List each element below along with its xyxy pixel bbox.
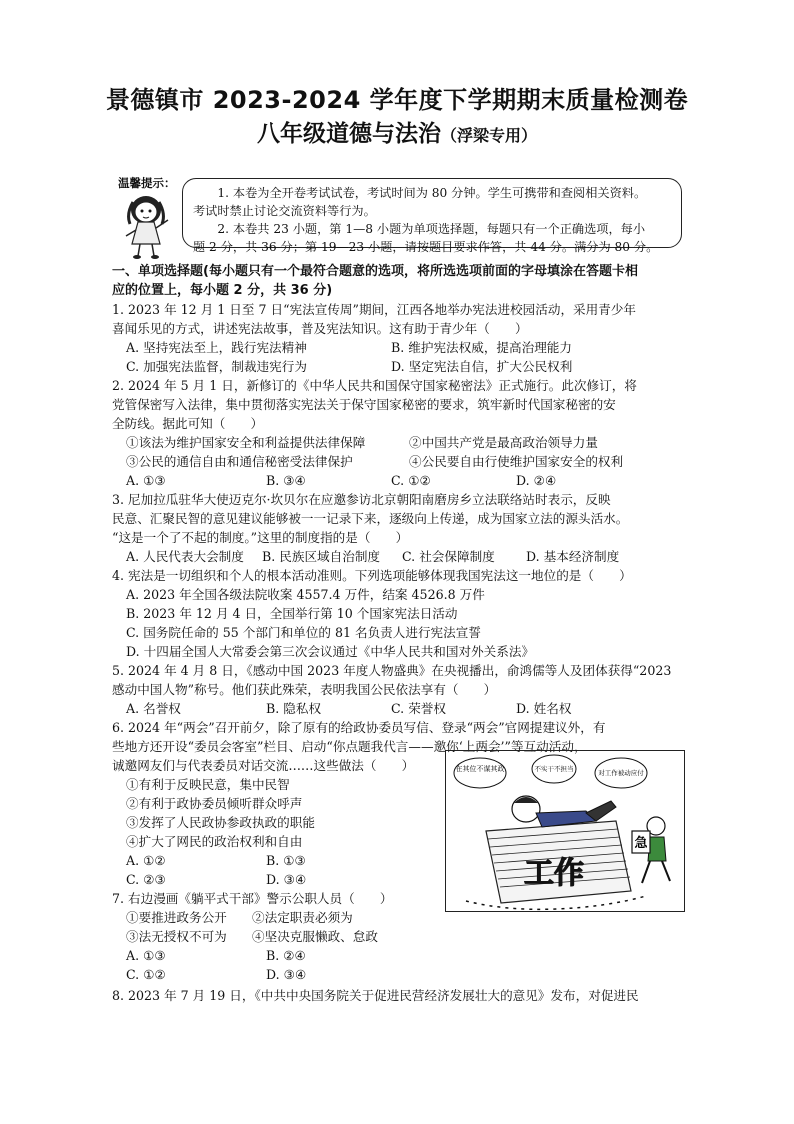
statement-row bbox=[112, 452, 706, 471]
bubble-text-1: 在其位不谋其政 bbox=[455, 765, 505, 773]
exam-title: 景德镇市 2023-2024 学年度下学期期末质量检测卷 bbox=[105, 86, 689, 114]
option: C. ①② bbox=[126, 967, 166, 982]
urgent-tag: 急 bbox=[634, 836, 648, 851]
option: A. 人民代表大会制度 bbox=[126, 549, 244, 564]
option: A. 坚持宪法至上，践行宪法精神 bbox=[126, 340, 307, 355]
option: D. 姓名权 bbox=[516, 701, 572, 716]
statement: ②中国共产党是最高政治领导力量 bbox=[409, 435, 598, 450]
option: B. ③④ bbox=[266, 473, 306, 488]
option-row bbox=[112, 338, 706, 357]
option: A. ①③ bbox=[126, 473, 166, 488]
option: C. ①② bbox=[391, 473, 431, 488]
option: C. 加强宪法监督，制裁违宪行为 bbox=[126, 359, 307, 374]
statement-row bbox=[112, 927, 706, 946]
question-text: 些地方还开设“委员会客室”栏目、启动“你点题我代言——邀你‘上两会’”等互动活动， bbox=[112, 739, 587, 754]
bubble-text-2: 不实干不担当 bbox=[534, 765, 574, 773]
option: A. 名誉权 bbox=[126, 701, 181, 716]
question-text: 党管保密写入法律，集中贯彻落实宪法关于保守国家秘密的要求，筑牢新时代国家秘密的安 bbox=[112, 397, 616, 412]
question-text: “这是一个了不起的制度。”这里的制度指的是（ ） bbox=[112, 530, 409, 545]
option: C. 荣誉权 bbox=[391, 701, 446, 716]
option: D. 坚定宪法自信，扩大公民权利 bbox=[391, 359, 573, 374]
statement: ③法无授权不可为 bbox=[126, 929, 227, 944]
question-text: 感动中国人物”称号。他们获此殊荣，表明我国公民依法享有（ ） bbox=[112, 682, 497, 697]
option: D. 十四届全国人大常委会第三次会议通过《中华人民共和国对外关系法》 bbox=[126, 644, 535, 659]
option: D. ③④ bbox=[266, 872, 307, 887]
question-text: 全防线。据此可知（ ） bbox=[112, 416, 264, 431]
question-text: 5. 2024 年 4 月 8 日，《感动中国 2023 年度人物盛典》在央视播出，俞鸿儒等人及团体获得“2023 bbox=[112, 663, 672, 678]
option-row bbox=[112, 357, 706, 376]
question-text: 8. 2023 年 7 月 19 日，《中共中央国务院关于促进民营经济发展壮大的意见》发布，对促进民 bbox=[112, 988, 639, 1003]
option: B. 2023 年 12 月 4 日，全国举行第 10 个国家宪法日活动 bbox=[126, 606, 458, 621]
option: A. ①② bbox=[126, 853, 166, 868]
cartoon-drawing bbox=[446, 751, 685, 912]
tips-line: 2. 本卷共 23 小题，第 1—8 小题为单项选择题，每题只有一个正确选项，每小 bbox=[217, 222, 646, 236]
pile-label: 工作 bbox=[524, 856, 584, 891]
option: D. 基本经济制度 bbox=[526, 549, 620, 564]
option: B. 民族区域自治制度 bbox=[262, 549, 381, 564]
exam-subtitle bbox=[0, 115, 794, 148]
option: C. 社会保障制度 bbox=[402, 549, 495, 564]
question-text: 4. 宪法是一切组织和个人的根本活动准则。下列选项能够体现我国宪法这一地位的是（ ） bbox=[112, 568, 632, 583]
statement-row bbox=[112, 433, 706, 452]
statement: ②有利于政协委员倾听群众呼声 bbox=[126, 796, 303, 811]
subject-title: 八年级道德与法治 bbox=[256, 121, 441, 147]
section-heading: 一、单项选择题(每小题只有一个最符合题意的选项，将所选选项前面的字母填涂在答题卡相 bbox=[112, 264, 638, 279]
option: B. 维护宪法权威，提高治理能力 bbox=[391, 340, 572, 355]
option-row bbox=[112, 471, 706, 490]
tips-line: 题 2 分，共 36 分；第 19—23 小题，请按题目要求作答，共 44 分。满分为 80 分。 bbox=[193, 240, 659, 254]
option: D. ②④ bbox=[516, 473, 557, 488]
question-text: 民意、汇聚民智的意见建议能够被一一记录下来，逐级向上传递，成为国家立法的源头活水。 bbox=[112, 511, 629, 526]
question-text: 7. 右边漫画《躺平式干部》警示公职人员（ ） bbox=[112, 891, 393, 906]
statement: ③发挥了人民政协参政执政的职能 bbox=[126, 815, 315, 830]
question-text: 6. 2024 年“两会”召开前夕，除了原有的给政协委员写信、登录“两会”官网提建议外，有 bbox=[112, 720, 606, 735]
option: B. 隐私权 bbox=[266, 701, 322, 716]
option-row bbox=[112, 699, 706, 718]
statement: ④公民要自由行使维护国家安全的权利 bbox=[409, 454, 624, 469]
question-text: 3. 尼加拉瓜驻华大使迈克尔·坎贝尔在应邀参访北京朝阳南磨房乡立法联络站时表示，反映 bbox=[112, 492, 611, 507]
statement: ②法定职责必须为 bbox=[252, 910, 353, 925]
statement: ①有利于反映民意，集中民智 bbox=[126, 777, 290, 792]
option-row bbox=[112, 965, 706, 984]
statement: ④扩大了网民的政治权利和自由 bbox=[126, 834, 303, 849]
question-text: 2. 2024 年 5 月 1 日，新修订的《中华人民共和国保守国家秘密法》正式施行。此次修订，将 bbox=[112, 378, 637, 393]
option-row bbox=[112, 946, 706, 965]
tips-line: 1. 本卷为全开卷考试试卷，考试时间为 80 分钟。学生可携带和查阅相关资料。 bbox=[217, 186, 647, 200]
statement: ①该法为维护国家安全和利益提供法律保障 bbox=[126, 435, 366, 450]
option: A. 2023 年全国各级法院收案 4557.4 万件，结案 4526.8 万件 bbox=[126, 587, 485, 602]
statement: ①要推进政务公开 bbox=[126, 910, 227, 925]
tips-label: 温馨提示： bbox=[118, 176, 176, 190]
question-text: 诚邀网友们与代表委员对话交流……这些做法（ ） bbox=[112, 758, 415, 773]
option: C. ②③ bbox=[126, 872, 166, 887]
lying-flat-cadre-cartoon bbox=[445, 750, 685, 912]
bubble-text-3: 对工作被动应付 bbox=[598, 769, 644, 777]
option-row bbox=[112, 547, 706, 566]
option: B. ②④ bbox=[266, 948, 306, 963]
question-text: 喜闻乐见的方式，讲述宪法故事，普及宪法知识。这有助于青少年（ ） bbox=[112, 321, 528, 336]
subject-subtitle: （浮梁专用） bbox=[440, 126, 537, 145]
option: D. ③④ bbox=[266, 967, 307, 982]
tips-box bbox=[182, 178, 682, 254]
option: B. ①③ bbox=[266, 853, 306, 868]
question-text: 1. 2023 年 12 月 1 日至 7 日“宪法宣传周”期间，江西各地举办宪法进校园活动，采用青少年 bbox=[112, 302, 637, 317]
cartoon-girl-illustration bbox=[116, 190, 186, 260]
statement: ③公民的通信自由和通信秘密受法律保护 bbox=[126, 454, 353, 469]
statement: ④坚决克服懒政、怠政 bbox=[252, 929, 378, 944]
option: C. 国务院任命的 55 个部门和单位的 81 名负责人进行宪法宣誓 bbox=[126, 625, 481, 640]
tips-line: 考试时禁止讨论交流资料等行为。 bbox=[193, 204, 376, 218]
section-heading: 应的位置上，每小题 2 分，共 36 分) bbox=[112, 283, 333, 298]
option: A. ①③ bbox=[126, 948, 166, 963]
